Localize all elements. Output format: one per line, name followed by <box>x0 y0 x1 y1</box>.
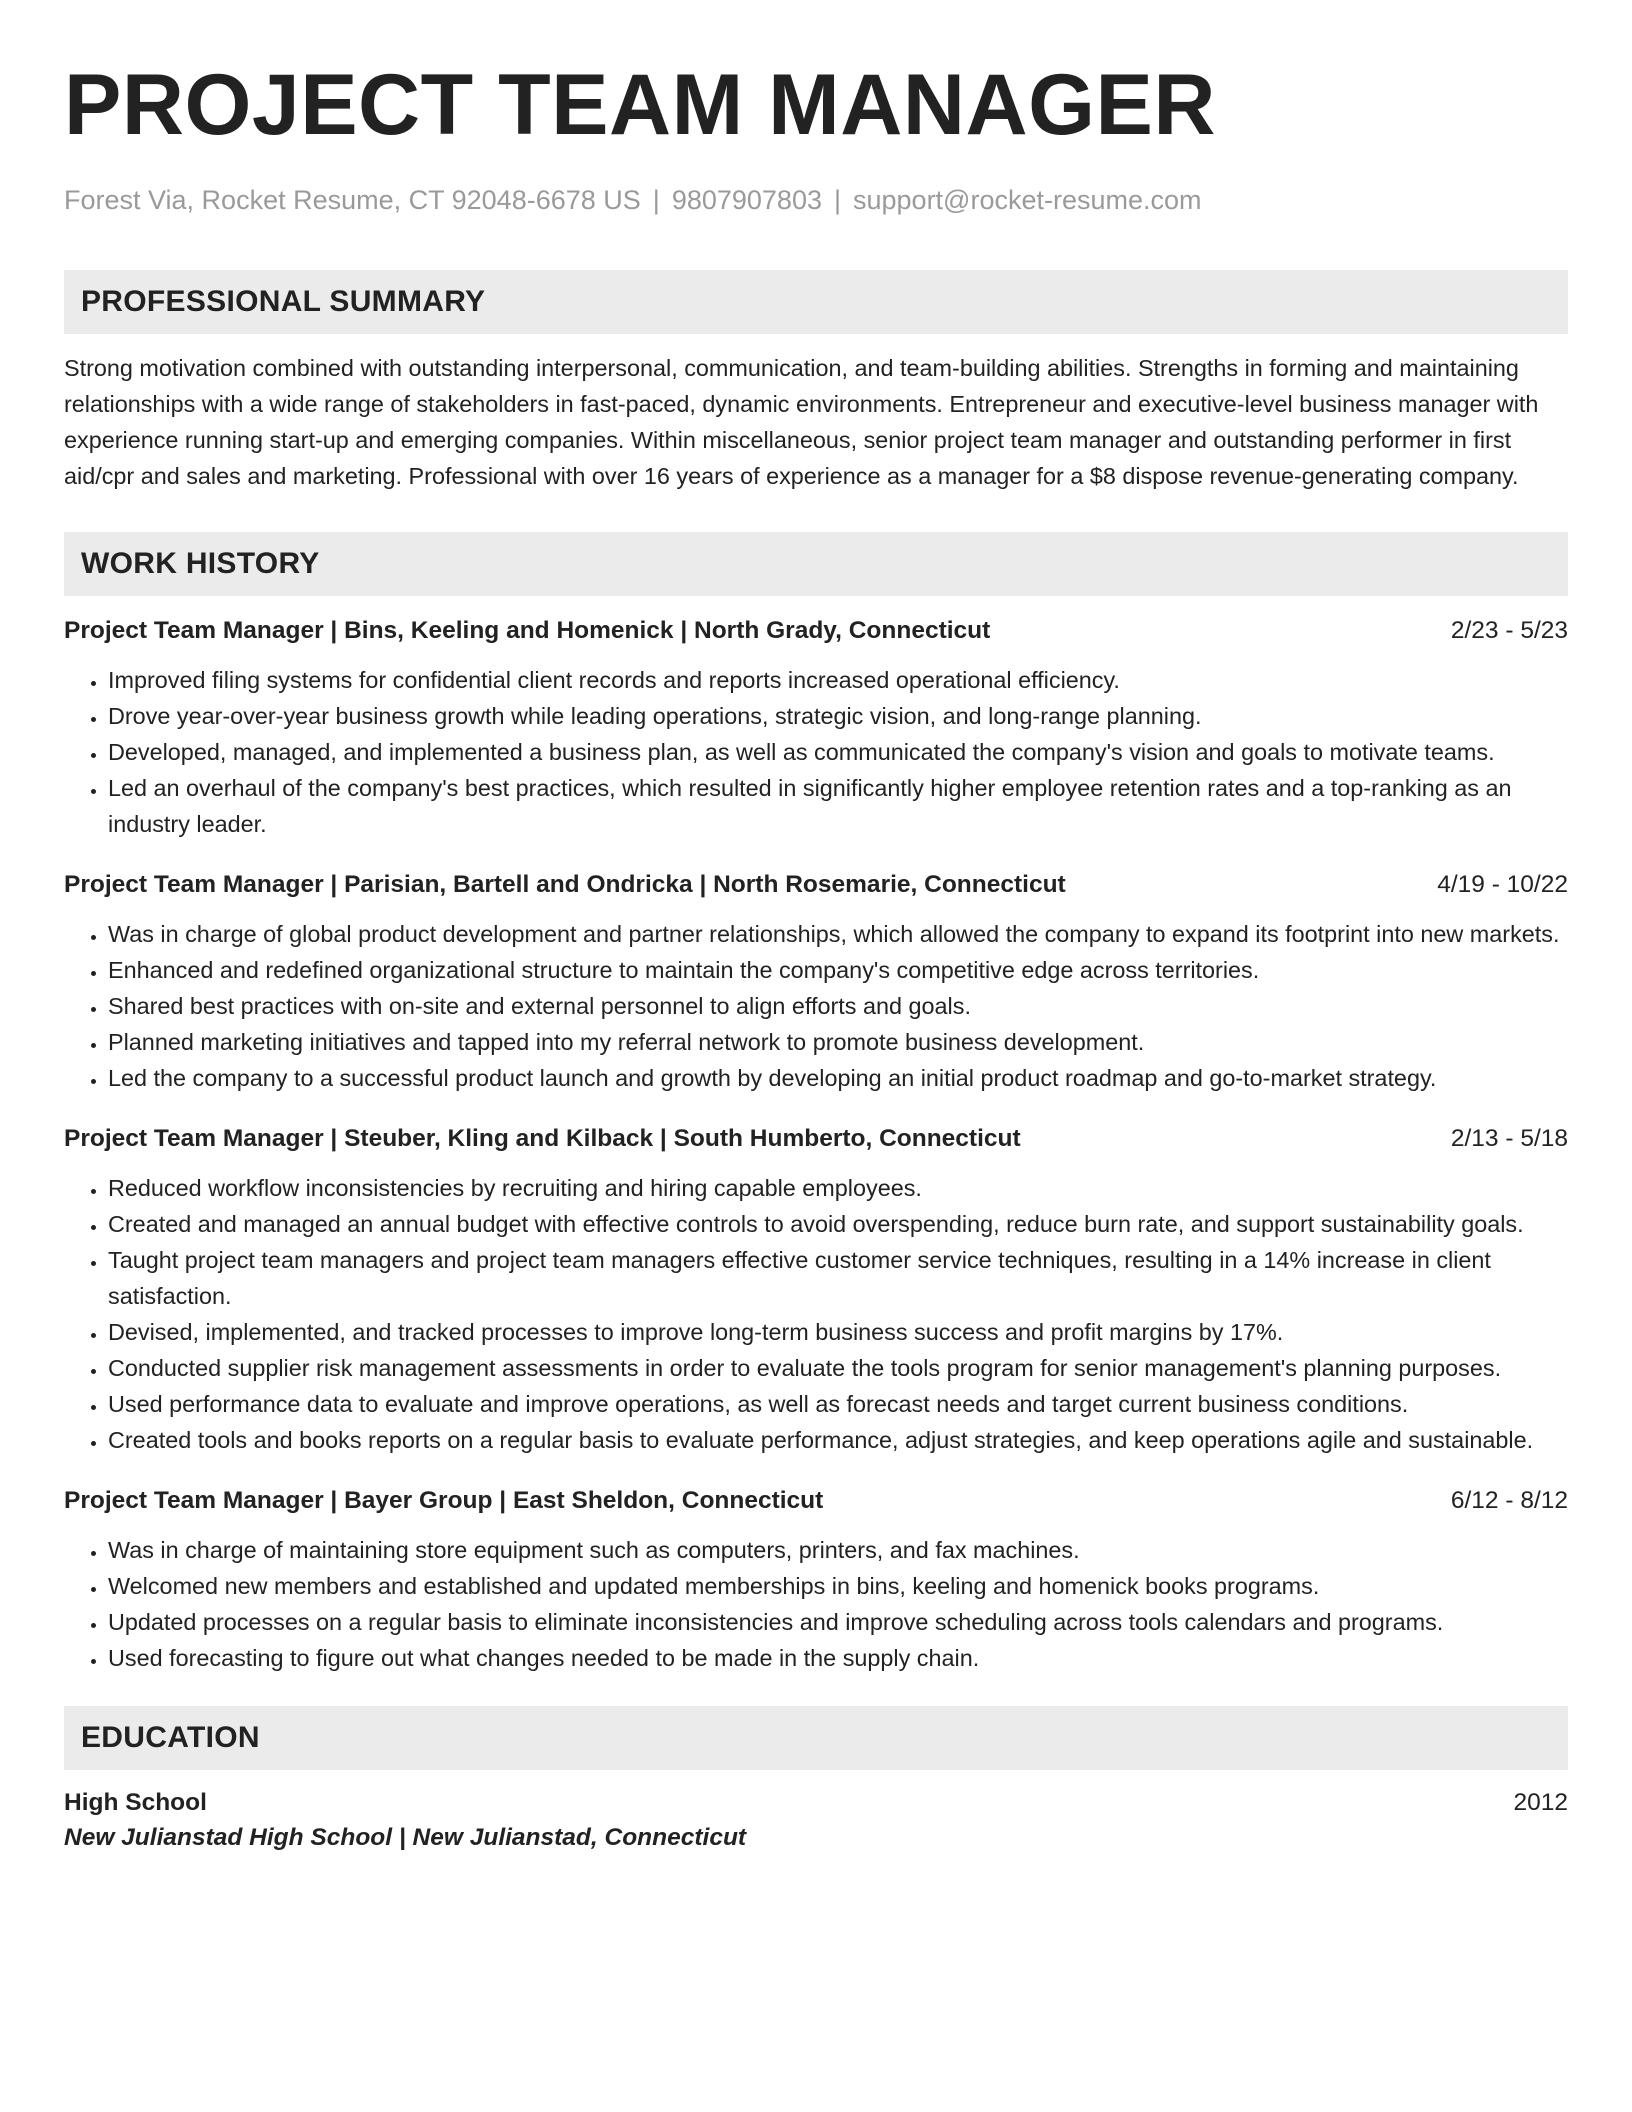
job-header <box>64 868 1568 902</box>
section-header-work-history: WORK HISTORY <box>64 532 1568 596</box>
section-header-education: EDUCATION <box>64 1706 1568 1770</box>
contact-line <box>64 184 1568 216</box>
job-dates: 6/12 - 8/12 <box>1450 1487 1568 1514</box>
job-bullet: • Planned marketing initiatives and tapped into my referral network to promote business development. <box>108 1024 1568 1060</box>
education-entry <box>64 1786 1568 1856</box>
job-bullets <box>64 662 1568 842</box>
job-bullet: • Devised, implemented, and tracked processes to improve long-term business success and profit margins by 17%. <box>108 1314 1568 1350</box>
job-bullet: • Used performance data to evaluate and improve operations, as well as forecast needs and target current business conditions. <box>108 1386 1568 1422</box>
education-degree: High School <box>64 1789 207 1816</box>
job-bullet: • Developed, managed, and implemented a business plan, as well as communicated the company's vision and goals to motivate teams. <box>108 734 1568 770</box>
education-header <box>64 1786 1568 1820</box>
job-bullet: • Drove year-over-year business growth while leading operations, strategic vision, and long-range planning. <box>108 698 1568 734</box>
job-heading: Project Team Manager | Bayer Group | East Sheldon, Connecticut <box>64 1487 824 1514</box>
job-bullet: • Enhanced and redefined organizational structure to maintain the company's competitive edge across territories. <box>108 952 1568 988</box>
job-bullet: • Was in charge of global product development and partner relationships, which allowed the company to expand its footprint into new markets. <box>108 916 1568 952</box>
job-bullet: • Was in charge of maintaining store equipment such as computers, printers, and fax machines. <box>108 1532 1568 1568</box>
job-heading: Project Team Manager | Parisian, Bartell and Ondricka | North Rosemarie, Connecticut <box>64 871 1066 898</box>
job-bullet: • Shared best practices with on-site and external personnel to align efforts and goals. <box>108 988 1568 1024</box>
job-entry <box>64 614 1568 842</box>
job-entry <box>64 1122 1568 1458</box>
job-bullet: • Created tools and books reports on a regular basis to evaluate performance, adjust strategies, and keep operations agile and sustainable. <box>108 1422 1568 1458</box>
contact-separator: | <box>652 185 660 215</box>
job-header <box>64 1484 1568 1518</box>
job-dates: 2/23 - 5/23 <box>1450 617 1568 644</box>
job-header <box>64 1122 1568 1156</box>
job-bullet: • Used forecasting to figure out what changes needed to be made in the supply chain. <box>108 1640 1568 1676</box>
job-entry <box>64 1484 1568 1676</box>
job-heading: Project Team Manager | Bins, Keeling and Homenick | North Grady, Connecticut <box>64 617 991 644</box>
contact-address: Forest Via, Rocket Resume, CT 92048-6678 US <box>64 185 641 215</box>
job-bullet: • Led an overhaul of the company's best practices, which resulted in significantly higher employee retention rates and a top-ranking as an industry leader. <box>108 770 1568 842</box>
job-bullet: • Led the company to a successful product launch and growth by developing an initial product roadmap and go-to-market strategy. <box>108 1060 1568 1096</box>
job-bullet: • Updated processes on a regular basis to eliminate inconsistencies and improve scheduling across tools calendars and programs. <box>108 1604 1568 1640</box>
education-school: New Julianstad High School | New Julianstad, Connecticut <box>64 1824 747 1851</box>
section-header-summary: PROFESSIONAL SUMMARY <box>64 270 1568 334</box>
job-dates: 2/13 - 5/18 <box>1450 1125 1568 1152</box>
job-bullet: • Conducted supplier risk management assessments in order to evaluate the tools program for senior management's planning purposes. <box>108 1350 1568 1386</box>
job-header <box>64 614 1568 648</box>
job-bullet: • Taught project team managers and project team managers effective customer service techniques, resulting in a 14% increase in client satisfaction. <box>108 1242 1568 1314</box>
job-bullet: • Improved filing systems for confidential client records and reports increased operational efficiency. <box>108 662 1568 698</box>
contact-separator: | <box>833 185 841 215</box>
job-bullets <box>64 916 1568 1096</box>
job-bullets <box>64 1170 1568 1458</box>
job-bullet: • Created and managed an annual budget with effective controls to avoid overspending, reduce burn rate, and support sustainability goals. <box>108 1206 1568 1242</box>
job-heading: Project Team Manager | Steuber, Kling and Kilback | South Humberto, Connecticut <box>64 1125 1021 1152</box>
job-bullet: • Welcomed new members and established and updated memberships in bins, keeling and homenick books programs. <box>108 1568 1568 1604</box>
job-dates: 4/19 - 10/22 <box>1437 871 1568 898</box>
contact-phone: 9807907803 <box>671 185 822 215</box>
education-year: 2012 <box>1513 1789 1568 1816</box>
job-bullets <box>64 1532 1568 1676</box>
summary-text: Strong motivation combined with outstanding interpersonal, communication, and team-building abilities. Strengths in forming and maintaining relationships with a wide range of stakeholders in fast-paced, dynamic environments. Entrepreneur and executive-level business manager with experience running start-up and emerging companies. Within miscellaneous, senior project team manager and outstanding performer in first aid/cpr and sales and marketing. Professional with over 16 years of experience as a manager for a $8 dispose revenue-generating company. <box>64 355 1539 489</box>
resume-name: PROJECT TEAM MANAGER <box>64 57 1216 153</box>
job-entry <box>64 868 1568 1096</box>
contact-email: support@rocket-resume.com <box>853 185 1202 215</box>
job-bullet: • Reduced workflow inconsistencies by recruiting and hiring capable employees. <box>108 1170 1568 1206</box>
